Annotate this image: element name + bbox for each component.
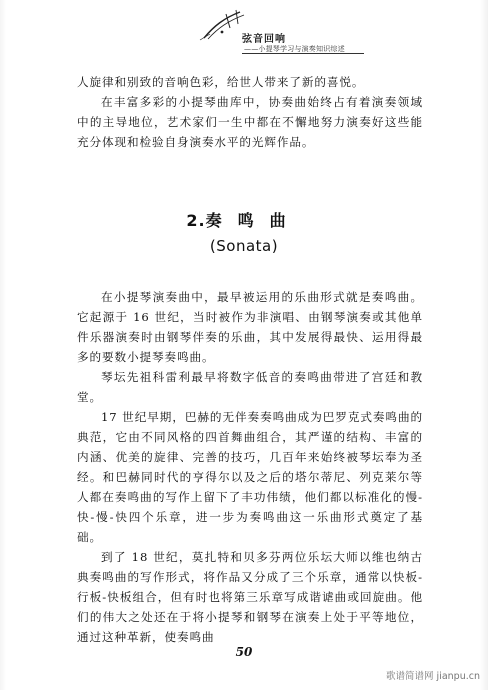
section-title: 奏鸣曲 bbox=[205, 211, 302, 230]
section-heading bbox=[0, 208, 488, 231]
paragraph: 在小提琴演奏曲中，最早被运用的乐曲形式就是奏鸣曲。它起源于 16 世纪，当时被作为非演唱、由钢琴演奏或其他单件乐器演奏时由钢琴伴奏的乐曲，其中发展得最快、运用得最多的要数小提琴奏鸣曲。 bbox=[77, 290, 423, 364]
section-body bbox=[77, 287, 423, 647]
paragraph: 到了 18 世纪，莫扎特和贝多芬两位乐坛大师以维也纳古典奏鸣曲的写作形式，将作品又分成了三个乐章，通常以快板-行板-快板组合，但有时也将第三乐章写成谐谑曲或回旋曲。他们的伟大之处还在于将小提琴和钢琴在演奏上处于平等地位，通过这种革新，使奏鸣曲 bbox=[77, 550, 423, 644]
watermark: 歌谱简谱网 jianpu.cn bbox=[386, 671, 480, 682]
paragraph: 琴坛先祖科雷利最早将数字低音的奏鸣曲带进了宫廷和教堂。 bbox=[77, 370, 423, 404]
header-title: 弦音回响 bbox=[242, 34, 286, 45]
paragraph: 17 世纪早期，巴赫的无伴奏奏鸣曲成为巴罗克式奏鸣曲的典范，它由不同风格的四首舞曲组合，其严谨的结构、丰富的内涵、优美的旋律、完善的技巧，几百年来始终被琴坛奉为圣经。和巴赫同时代的亨得尔以及之后的塔尔蒂尼、列克莱尔等人都在奏鸣曲的写作上留下了丰功伟绩，他们都以标准化的慢-快-慢-快四个乐章，进一步为奏鸣曲这一乐曲形式奠定了基础。 bbox=[77, 410, 423, 544]
paragraph: 人旋律和别致的音响色彩，给世人带来了新的喜悦。 bbox=[77, 75, 365, 89]
header-subtitle: ——小提琴学习与演奏知识综述 bbox=[244, 45, 345, 53]
page-number: 50 bbox=[235, 645, 253, 659]
paragraph-continuation bbox=[77, 72, 423, 152]
header-rule bbox=[242, 53, 364, 54]
section-subtitle: (Sonata) bbox=[209, 237, 279, 255]
section-number: 2. bbox=[186, 211, 206, 230]
paragraph: 在丰富多彩的小提琴曲库中，协奏曲始终占有着演奏领域中的主导地位，艺术家们一生中都在不懈地努力演奏好这些能充分体现和检验自身演奏水平的光辉作品。 bbox=[77, 95, 423, 149]
